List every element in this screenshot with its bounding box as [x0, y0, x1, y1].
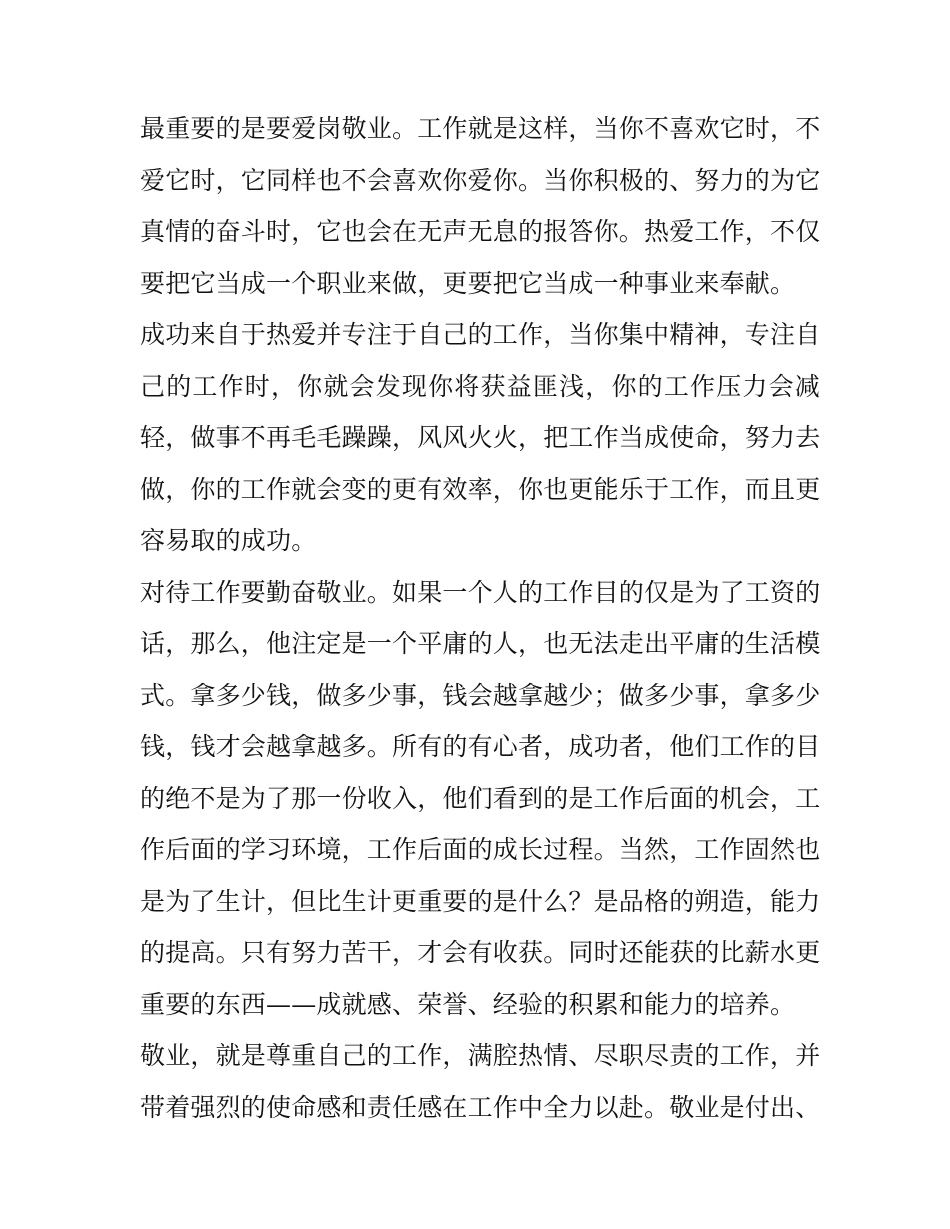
text-line: 的绝不是为了那一份收入，他们看到的是工作后面的机会，工 — [140, 783, 821, 813]
text-line: 容易取的成功。 — [140, 526, 317, 555]
text-line: 的提高。只有努力苦干，才会有收获。同时还能获的比薪水更 — [140, 938, 821, 967]
text-line: 敬业，就是尊重自己的工作，满腔热情、尽职尽责的工作，并 — [140, 1041, 821, 1070]
text-line: 真情的奋斗时，它也会在无声无息的报答你。热爱工作，不仅 — [140, 217, 821, 246]
text-line: 己的工作时，你就会发现你将获益匪浅，你的工作压力会减 — [140, 371, 820, 401]
text-line: 钱，钱才会越拿越多。所有的有心者，成功者，他们工作的目 — [140, 732, 821, 761]
text-line: 做，你的工作就会变的更有效率，你也更能乐于工作，而且更 — [140, 474, 821, 504]
text-line: 对待工作要勤奋敬业。如果一个人的工作目的仅是为了工资的 — [140, 577, 821, 607]
text-line: 轻，做事不再毛毛躁躁，风风火火，把工作当成使命，努力去 — [140, 423, 821, 452]
text-line: 作后面的学习环境，工作后面的成长过程。当然，工作固然也 — [140, 835, 821, 864]
text-line: 带着强烈的使命感和责任感在工作中全力以赴。敬业是付出、 — [140, 1092, 821, 1122]
document-body — [140, 108, 820, 1138]
text-line: 爱它时，它同样也不会喜欢你爱你。当你积极的、努力的为它 — [140, 165, 821, 195]
text-line: 话，那么，他注定是一个平庸的人，也无法走出平庸的生活模 — [140, 629, 821, 658]
text-line: 成功来自于热爱并专注于自己的工作，当你集中精神，专注自 — [140, 320, 821, 349]
text-line: 是为了生计，但比生计更重要的是什么？是品格的朔造，能力 — [140, 886, 821, 916]
text-line: 要把它当成一个职业来做，更要把它当成一种事业来奉献。 — [140, 268, 796, 298]
text-line: 最重要的是要爱岗敬业。工作就是这样，当你不喜欢它时，不 — [140, 114, 821, 143]
text-line: 式。拿多少钱，做多少事，钱会越拿越少；做多少事，拿多少 — [140, 680, 821, 710]
text-line: 重要的东西——成就感、荣誉、经验的积累和能力的培养。 — [140, 989, 796, 1019]
